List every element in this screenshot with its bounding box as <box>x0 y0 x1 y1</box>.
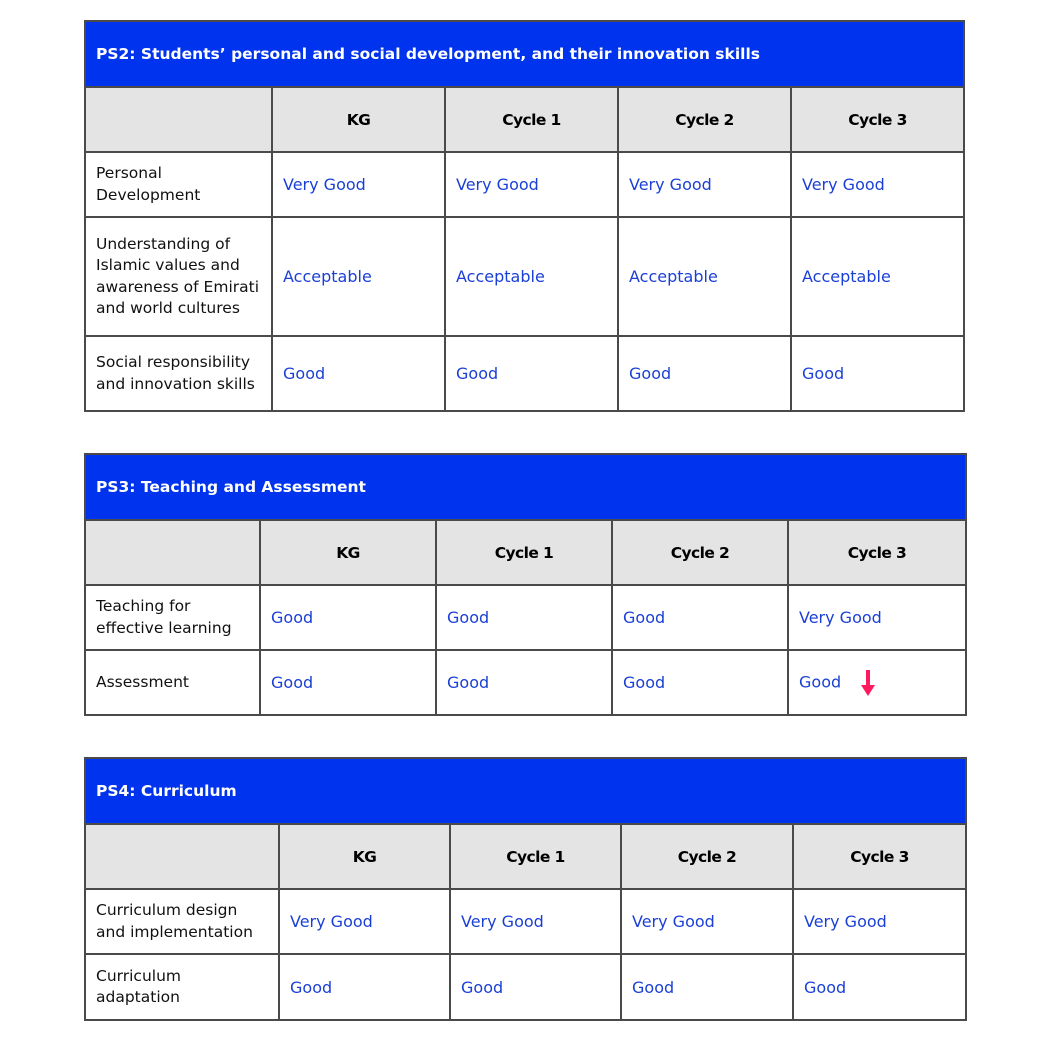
ps2-col-cycle-1: Cycle 1 <box>445 87 618 152</box>
rating-cell: Very Good <box>793 889 966 954</box>
rating-cell: Good <box>279 954 450 1020</box>
rating-cell: Very Good <box>272 152 445 217</box>
rating-cell: Very Good <box>445 152 618 217</box>
rating-cell: Acceptable <box>272 217 445 336</box>
rating-cell: Good <box>272 336 445 411</box>
rating-cell: Very Good <box>791 152 964 217</box>
rating-cell: Very Good <box>788 585 966 650</box>
table-row <box>85 217 964 336</box>
ps4-col-kg: KG <box>279 824 450 889</box>
rating-cell: Good <box>450 954 621 1020</box>
rating-cell: Good <box>445 336 618 411</box>
rating-cell: Good <box>612 650 788 715</box>
ps3-title: PS3: Teaching and Assessment <box>85 454 966 520</box>
rating-cell: Good <box>260 585 436 650</box>
rating-cell: Acceptable <box>791 217 964 336</box>
ps3-col-cycle-3: Cycle 3 <box>788 520 966 585</box>
table-row <box>85 152 964 217</box>
ps4-col-cycle-1: Cycle 1 <box>450 824 621 889</box>
rating-cell: Very Good <box>618 152 791 217</box>
rating-cell: Good <box>618 336 791 411</box>
rating-cell: Good <box>260 650 436 715</box>
table-row <box>85 954 966 1020</box>
rating-cell: Acceptable <box>618 217 791 336</box>
rating-cell: Good <box>793 954 966 1020</box>
ps2-row-label-islamic-values: Understanding of Islamic values and awareness of Emirati and world cultures <box>85 217 272 336</box>
ps2-row-label-personal-development: Personal Development <box>85 152 272 217</box>
rating-cell-with-indicator <box>788 650 966 715</box>
ps2-col-kg: KG <box>272 87 445 152</box>
table-row <box>85 585 966 650</box>
ps3-corner-cell <box>85 520 260 585</box>
ps4-corner-cell <box>85 824 279 889</box>
ps4-col-cycle-2: Cycle 2 <box>621 824 793 889</box>
ps3-table <box>84 453 967 716</box>
rating-cell: Good <box>436 650 612 715</box>
ps4-title: PS4: Curriculum <box>85 758 966 824</box>
ps3-col-cycle-2: Cycle 2 <box>612 520 788 585</box>
ps2-corner-cell <box>85 87 272 152</box>
rating-cell: Very Good <box>621 889 793 954</box>
arrow-down-icon <box>861 670 875 700</box>
ps2-col-cycle-2: Cycle 2 <box>618 87 791 152</box>
ps2-title: PS2: Students’ personal and social development, and their innovation skills <box>85 21 964 87</box>
ps4-row-label-curriculum-design: Curriculum design and implementation <box>85 889 279 954</box>
rating-cell: Good <box>612 585 788 650</box>
ps4-row-label-curriculum-adaptation: Curriculum adaptation <box>85 954 279 1020</box>
ps3-row-label-teaching: Teaching for effective learning <box>85 585 260 650</box>
rating-cell: Good <box>621 954 793 1020</box>
rating-cell: Good <box>791 336 964 411</box>
ps3-col-kg: KG <box>260 520 436 585</box>
ps4-col-cycle-3: Cycle 3 <box>793 824 966 889</box>
table-row <box>85 650 966 715</box>
rating-cell: Good <box>436 585 612 650</box>
rating-text: Good <box>799 672 842 691</box>
table-row <box>85 889 966 954</box>
ps4-table <box>84 757 967 1021</box>
ps2-table <box>84 20 965 412</box>
ps3-col-cycle-1: Cycle 1 <box>436 520 612 585</box>
ps2-row-label-social-responsibility: Social responsibility and innovation skills <box>85 336 272 411</box>
ps3-row-label-assessment: Assessment <box>85 650 260 715</box>
rating-cell: Acceptable <box>445 217 618 336</box>
ps2-col-cycle-3: Cycle 3 <box>791 87 964 152</box>
rating-cell: Very Good <box>450 889 621 954</box>
rating-cell: Very Good <box>279 889 450 954</box>
table-row <box>85 336 964 411</box>
